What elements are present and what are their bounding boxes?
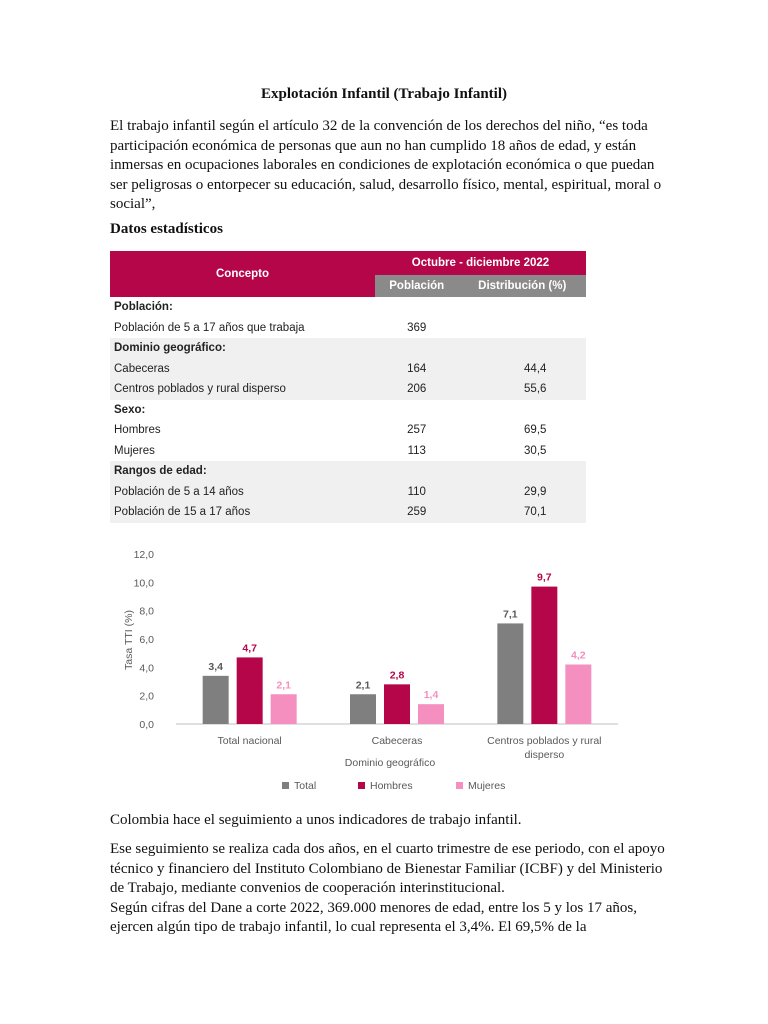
y-tick-label: 6,0	[139, 634, 154, 646]
y-tick-label: 10,0	[133, 577, 154, 590]
table-row	[110, 420, 586, 441]
y-tick-label: 0,0	[139, 719, 154, 731]
table-group-row	[110, 400, 586, 421]
table-group-row	[110, 461, 586, 482]
population-value: 206	[375, 379, 458, 400]
bar-data-label: 4,2	[571, 649, 586, 662]
table-row	[110, 359, 586, 380]
section-heading: Datos estadísticos	[110, 221, 223, 237]
table-row	[110, 441, 586, 462]
x-tick-label-line2: disperso	[524, 749, 565, 761]
population-value	[375, 297, 458, 318]
bar-hombres	[237, 657, 263, 724]
population-value: 113	[407, 444, 426, 457]
period-header: Octubre - diciembre 2022	[375, 251, 586, 275]
bar-total	[497, 623, 523, 724]
row-label: Población:	[114, 301, 173, 314]
x-tick-label: Cabeceras	[371, 735, 423, 747]
row-label: Centros poblados y rural disperso	[110, 379, 375, 400]
row-label: Hombres	[114, 424, 161, 437]
bar-data-label: 9,7	[537, 571, 552, 584]
distribution-column-header: Distribución (%)	[458, 275, 586, 297]
bar-total	[350, 694, 376, 724]
y-tick-label: 8,0	[139, 605, 154, 618]
bar-data-label: 1,4	[423, 689, 439, 702]
legend-label: Total	[294, 780, 317, 792]
y-tick-label: 2,0	[139, 690, 154, 703]
table-row	[110, 482, 586, 503]
legend-swatch-total	[282, 782, 289, 789]
row-label: Dominio geográfico:	[110, 338, 375, 359]
chart-legend	[282, 780, 505, 792]
row-label: Rangos de edad:	[110, 461, 375, 482]
legend-label: Hombres	[370, 780, 413, 792]
distribution-value	[458, 461, 586, 482]
distribution-value	[458, 338, 586, 359]
table-body	[110, 297, 586, 523]
population-value	[375, 400, 458, 421]
paragraph-3: Ese seguimiento se realiza cada dos años, en el cuarto trimestre de ese periodo, con el apoyo técnico y financiero del Instituto Colombiano de Bienestar Familiar (ICBF) y del Ministerio de Trabajo, mediante convenios de cooperación interinstitucional.	[110, 841, 665, 896]
bar-mujeres	[271, 694, 297, 724]
bar-data-label: 7,1	[503, 608, 518, 621]
population-value	[375, 338, 458, 359]
legend-label: Mujeres	[468, 780, 506, 792]
y-axis-label: Tasa TTI (%)	[123, 610, 135, 670]
paragraph-3-container	[110, 840, 665, 938]
y-tick-label: 4,0	[139, 662, 154, 675]
bar-hombres	[384, 684, 410, 724]
row-label: Mujeres	[114, 444, 155, 457]
y-axis-ticks	[134, 549, 155, 731]
bar-data-label: 2,8	[389, 669, 405, 682]
row-label: Población de 5 a 14 años	[110, 482, 375, 503]
distribution-value: 70,1	[458, 502, 586, 523]
bar-data-label: 2,1	[355, 679, 371, 692]
intro-paragraph: El trabajo infantil según el artículo 32 de la convención de los derechos del niño, “es toda participación económica de personas que aun no han cumplido 18 años de edad, y están inmersas en ocupaciones laborales en condiciones de explotación económica o que puedan ser peligrosas o entorpecer su educación, salud, desarrollo físico, mental, espiritual, moral o social”,	[110, 118, 662, 212]
population-value: 257	[407, 424, 427, 437]
table-row	[110, 318, 586, 339]
bar-mujeres	[565, 665, 591, 725]
row-label: Población de 5 a 17 años que trabaja	[114, 321, 305, 334]
distribution-value: 29,9	[458, 482, 586, 503]
y-tick-label: 12,0	[133, 549, 154, 561]
child-labor-bar-chart	[110, 540, 630, 800]
distribution-value: 55,6	[458, 379, 586, 400]
distribution-value	[458, 400, 586, 421]
row-label: Cabeceras	[110, 359, 375, 380]
table-row	[110, 502, 586, 523]
population-value: 259	[375, 502, 458, 523]
bar-data-label: 3,4	[208, 660, 223, 673]
distribution-value: 30,5	[524, 444, 547, 457]
distribution-value	[458, 318, 586, 339]
x-tick-label: Total nacional	[217, 735, 282, 747]
table-group-row	[110, 338, 586, 359]
bar-mujeres	[418, 704, 444, 724]
concept-header: Concepto	[110, 251, 375, 297]
bar-data-label: 4,7	[242, 642, 257, 655]
population-column-header: Población	[375, 275, 458, 297]
paragraph-2: Colombia hace el seguimiento a unos indicadores de trabajo infantil.	[110, 812, 522, 828]
x-tick-label: Centros poblados y rural	[487, 735, 602, 747]
population-value: 110	[375, 482, 458, 503]
bar-data-label: 2,1	[276, 679, 291, 692]
table-row	[110, 379, 586, 400]
legend-swatch-hombres	[358, 782, 365, 789]
distribution-value	[458, 297, 586, 318]
x-axis-label: Dominio geográfico	[344, 757, 436, 769]
row-label: Sexo:	[114, 403, 146, 416]
population-value: 164	[375, 359, 458, 380]
bars	[203, 572, 592, 724]
paragraph-4: Según cifras del Dane a corte 2022, 369.000 menores de edad, entre los 5 y los 17 años, ejercen algún tipo de trabajo infantil, lo cual representa el 3,4%. El 69,5% de la	[110, 899, 637, 935]
population-value	[375, 461, 458, 482]
legend-swatch-mujeres	[456, 782, 463, 789]
row-label: Población de 15 a 17 años	[110, 502, 375, 523]
bar-total	[203, 676, 229, 724]
table-group-row	[110, 297, 586, 318]
document-title: Explotación Infantil (Trabajo Infantil)	[261, 86, 507, 102]
population-value: 369	[407, 321, 427, 334]
statistics-table	[110, 251, 586, 523]
distribution-value: 69,5	[524, 424, 547, 437]
distribution-value: 44,4	[458, 359, 586, 380]
bar-hombres	[531, 587, 557, 724]
